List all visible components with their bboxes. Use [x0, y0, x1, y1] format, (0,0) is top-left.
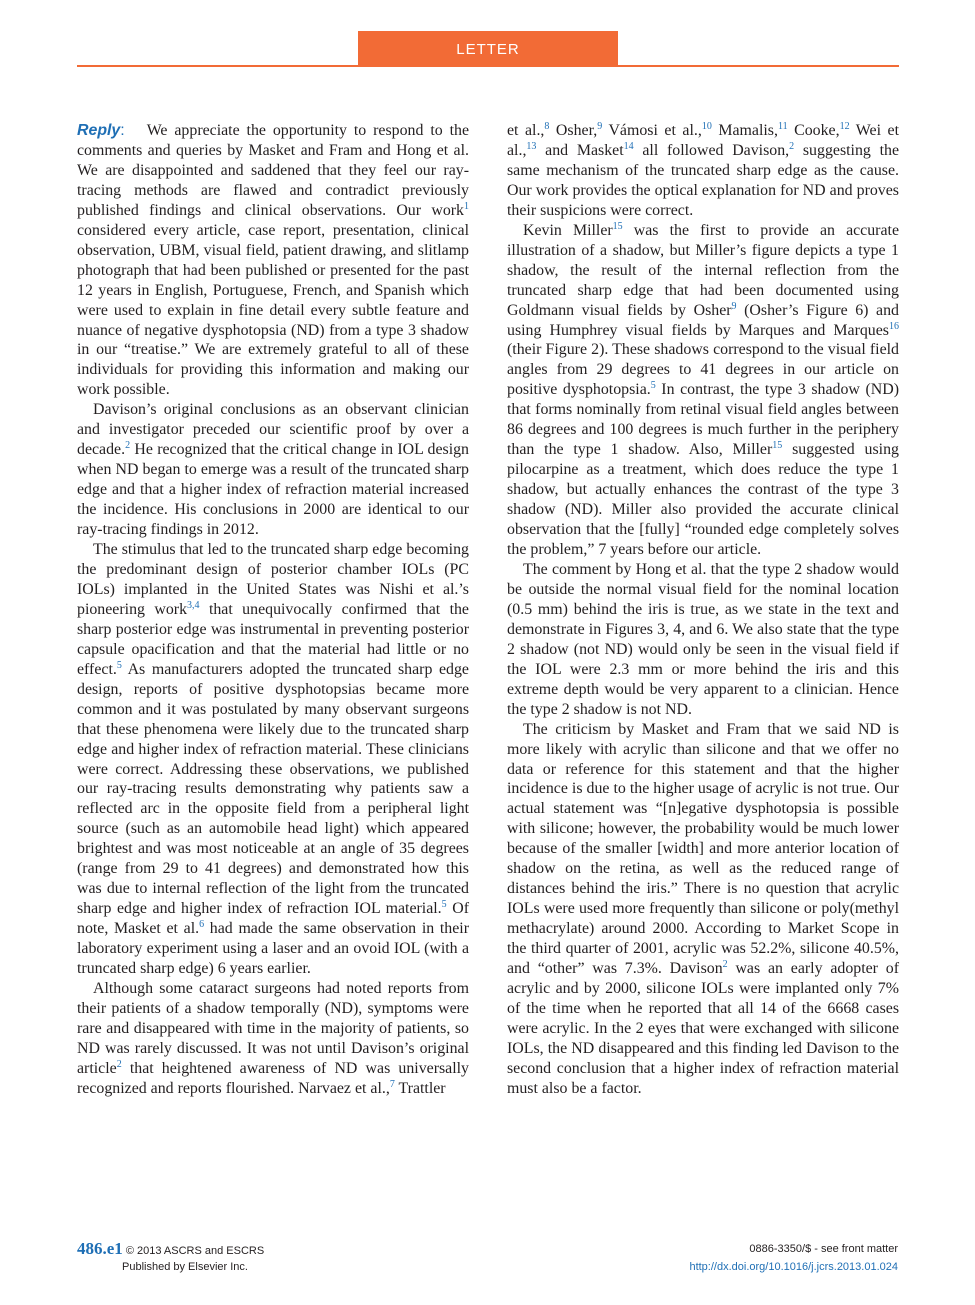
publisher: Published by Elsevier Inc. — [122, 1261, 248, 1273]
copyright: © 2013 ASCRS and ESCRS — [122, 1245, 265, 1257]
paragraph-acrylic-silicone — [507, 720, 899, 1099]
text-segment: was an early adopter of acrylic and by 2000, silicone IOLs were implanted only 7% of the time when he reported that all 14 of the 6668 cases were acrylic. In the 2 eyes that were exchanged with silicone IOLs, the ND disappeared and this finding led Davison to the second conclusion that a higher index of refraction material must also be a factor. — [507, 960, 900, 1097]
text-segment: Vámosi et al., — [602, 122, 702, 139]
reference-link[interactable]: 1 — [464, 200, 469, 212]
text-segment: We appreciate the opportunity to respond to the comments and queries by Masket and Fram and Hong et al. We are disappointed and saddened that they feel our ray-tracing methods are flawed and contradict previously published findings and clinical observations. Our work — [77, 122, 469, 219]
paragraph-miller-shadow — [507, 221, 899, 560]
reference-link[interactable]: 12 — [839, 121, 850, 132]
paragraph-continued-authors — [507, 121, 899, 221]
reference-link[interactable]: 2 — [125, 440, 131, 452]
reply-colon: : — [120, 122, 125, 139]
text-segment: all followed Davison, — [633, 141, 790, 159]
text-segment: was the first to provide an accurate illustration of a shadow, but Miller’s figure depicts a type 1 shadow, the result of the internal reflection from the truncated sharp edge that had been documented using Goldmann visual fields by Osher — [507, 221, 899, 319]
reference-link[interactable]: 11 — [777, 121, 788, 132]
text-segment: et al., — [507, 122, 545, 139]
text-segment: Of note, Masket et al. — [77, 900, 469, 938]
text-segment: suggested using pilocarpine as a treatment, which does reduce the type 1 shadow, but actually enhances the contrast of the type 3 shadow (ND). Miller also provided the accurate clinical observation that the [fully] “rounded edge completely solves the problem,” 7 years before our article. — [507, 441, 899, 559]
reply-label: Reply — [77, 122, 121, 139]
issn: 0886-3350/$ - see front matter — [749, 1243, 898, 1255]
text-segment: Kevin Miller — [523, 221, 613, 239]
paragraph-type2-shadow: The comment by Hong et al. that the type 2 shadow would be outside the normal visual field for the nominal location (0.5 mm) behind the iris is true, as we state in the text and demonstrate in Figures 3, 4, and 6. We also state that the type 2 shadow (not ND) would only be seen in the visual field if the IOL were 2.3 mm or more behind the iris and this extreme depth would be very apparent to a clinician. Hence the type 2 shadow is not ND. — [507, 560, 899, 718]
reference-link[interactable]: 6 — [199, 919, 205, 931]
text-segment: (their Figure 2). These shadows correspond to the visual field angles from 29 degrees to 41 degrees in our article on positive dysphotopsia. — [507, 341, 899, 399]
reference-link[interactable]: 15 — [772, 440, 783, 452]
reference-link[interactable]: 10 — [701, 121, 712, 132]
reference-link[interactable]: 15 — [612, 220, 623, 232]
text-segment: that heightened awareness of ND was universally recognized and reports flourished. Narvaez et al., — [77, 1059, 469, 1097]
reference-link[interactable]: 5 — [441, 899, 447, 911]
doi-link[interactable]: http://dx.doi.org/10.1016/j.jcrs.2013.01.024 — [689, 1261, 898, 1273]
page-number: 486.e1 — [77, 1239, 123, 1258]
reference-link[interactable]: 13 — [526, 140, 537, 152]
header-rule — [77, 65, 899, 67]
reference-link[interactable]: 5 — [650, 380, 656, 392]
paragraph-davison-conclusions — [77, 400, 469, 540]
reference-link[interactable]: 2 — [722, 959, 728, 971]
reference-link[interactable]: 9 — [597, 121, 603, 132]
footer-left-line1 — [77, 1239, 264, 1259]
reference-link[interactable]: 9 — [731, 300, 737, 312]
right-column — [507, 121, 899, 1099]
text-segment: He recognized that the critical change in IOL design when ND began to emerge was a result of the truncated sharp edge and that a higher index of refraction material increased the incidence. His conclusions in 2000 are identical to our ray-tracing findings in 2012. — [77, 441, 469, 539]
text-segment: In contrast, the type 3 shadow (ND) that forms nominally from retinal visual field angles between 86 degrees and 100 degrees is much further in the periphery than the type 1 shadow. Also, Miller — [507, 381, 899, 459]
reference-link[interactable]: 14 — [623, 140, 634, 152]
reference-link[interactable]: 3,4 — [187, 599, 200, 611]
reference-link[interactable]: 2 — [116, 1058, 122, 1070]
text-segment: Wei et al., — [507, 122, 899, 159]
reference-link[interactable]: 16 — [889, 320, 899, 332]
reference-link[interactable]: 8 — [544, 121, 550, 132]
text-segment: suggesting the same mechanism of the truncated sharp edge as the cause. Our work provides the optical explanation for ND and proves their suspicions were correct. — [507, 141, 899, 219]
text-segment: Although some cataract surgeons had noted reports from their patients of a shadow temporally (ND), symptoms were rare and disappeared with time in the majority of patients, so ND was rarely discussed. It was not until Davison’s original article — [77, 979, 469, 1077]
text-segment: Mamalis, — [711, 122, 778, 139]
text-segment: Cooke, — [787, 122, 840, 139]
paragraph-truncated-edge-stimulus — [77, 540, 469, 979]
reference-link[interactable]: 2 — [789, 140, 795, 152]
text-segment: Davison’s original conclusions as an observant clinician and investigator preceded our scientific proof by over a decade. — [77, 401, 469, 459]
text-segment: As manufacturers adopted the truncated sharp edge design, reports of positive dysphotopsias became more common and it was postulated by many observant surgeons that these phenomena were likely due to the truncated sharp edge and higher index of refraction material. These clinicians were correct. Addressing these observations, we published our ray-tracing results demonstrating why patients saw a reflected arc in the opposite field from a peripheral light source (such as an automobile head light) which appeared brightest and was most noticeable at an angle of 35 degrees (range from 29 to 41 degrees) and demonstrated how this was due to internal reflection of the light from the truncated sharp edge and higher index of refraction IOL material. — [77, 660, 469, 918]
paragraph-reply-intro — [77, 121, 469, 400]
reference-link[interactable]: 7 — [389, 1078, 395, 1090]
text-segment: that unequivocally confirmed that the sharp posterior edge was instrumental in preventing posterior capsule opacification and that the material had little or no effect. — [77, 600, 469, 678]
text-segment: The stimulus that led to the truncated sharp edge becoming the predominant design of posterior chamber IOLs (PC IOLs) implanted in the United States was Nishi et al.’s pioneering work — [77, 541, 469, 618]
left-column — [77, 121, 469, 1099]
text-segment: had made the same observation in their laboratory experiment using a laser and an ovoid IOL (with a truncated sharp edge) 6 years earlier. — [77, 920, 469, 978]
text-segment: Osher, — [549, 122, 598, 139]
text-segment: considered every article, case report, presentation, clinical observation, UBM, visual field, patient drawing, and slitlamp photograph that had been published or presented for the past 12 years in English, Portuguese, French, and Spanish which were used to explain in fine detail every subtle feature and nuance of negative dysphotopsia (ND) from a type 3 shadow in our “treatise.” We are extremely grateful to all of these individuals for providing this information and making our work possible. — [77, 221, 469, 399]
text-segment: Trattler — [394, 1079, 446, 1097]
text-segment: and Masket — [536, 141, 624, 159]
paragraph-shadow-reports — [77, 979, 469, 1099]
text-segment: (Osher’s Figure 6) and using Humphrey visual fields by Marques and Marques — [507, 301, 899, 339]
reference-link[interactable]: 5 — [116, 659, 122, 671]
text-segment: The criticism by Masket and Fram that we said ND is more likely with acrylic than silicone and that we offer no data or reference for this statement and that the higher incidence is due to the higher usage of acrylic is not true. Our actual statement was “[n]egative dysphotopsia is possible with silicone; however, the probability would be much lower because of the smaller [width] and more anterior location of shadow on the retina, as well as the reduced range of distances behind the iris.” There is no question that acrylic IOLs were used more frequently than silicone or poly(methyl methacrylate) around 2000. According to Market Scope in the third quarter of 2001, acrylic was 52.2%, silicone 40.5%, and “other” was 7.3%. Davison — [507, 720, 899, 978]
section-label: LETTER — [358, 31, 618, 66]
